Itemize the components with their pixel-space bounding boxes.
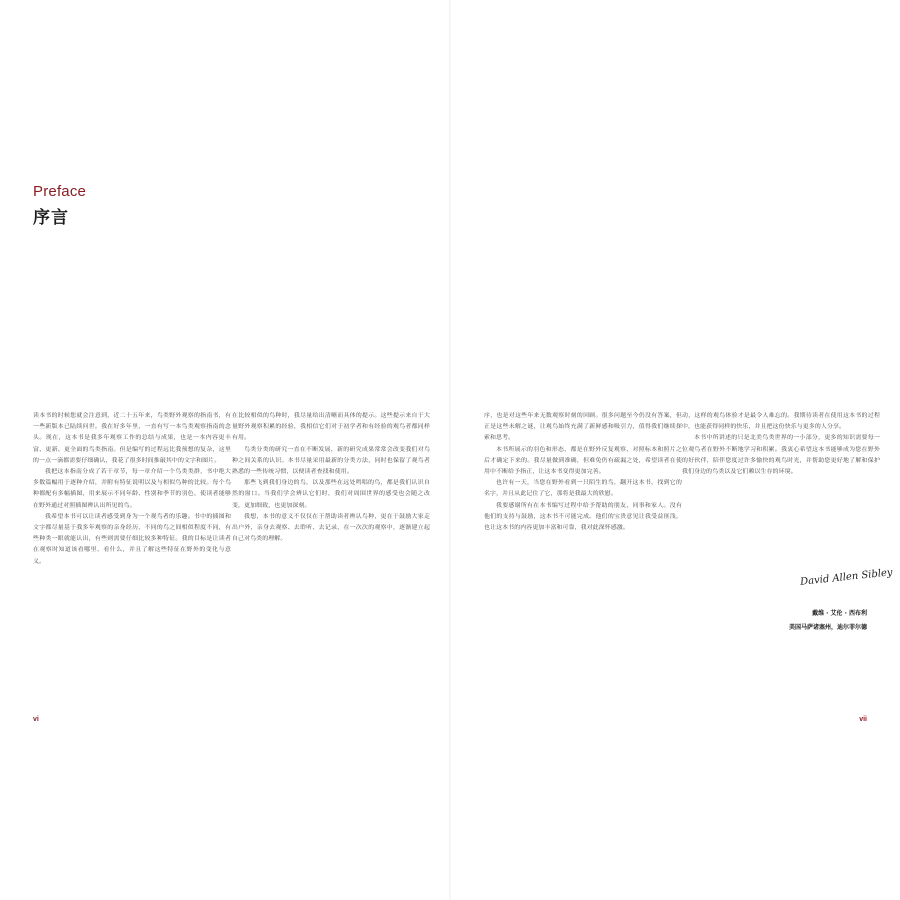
paragraph: 我希望本书可以让读者感受到身为一个观鸟者的乐趣。书中的插图和文字都尽量基于我多年观察的亲身经历，不同的鸟之间相似程度不同，有些种类一眼就能认出，有些则需要仔细比较多种特征。我的目标是让读者在观察时知道该看哪里、看什么，并且了解这些特征在野外的变化与意义。: [33, 513, 231, 565]
text-column-1: [33, 411, 231, 568]
page-number-left: vi: [33, 716, 39, 723]
paragraph: 我要感谢所有在本书编写过程中给予帮助的朋友、同事和家人。没有他们的支持与鼓励，这本书不可能完成。他们的宝贵意见让我受益匪浅，也让这本书的内容更加丰富和可靠，我对此深怀感激。: [484, 502, 682, 532]
signer-location: 美国马萨诸塞州，迪尔菲尔德: [788, 624, 867, 631]
preface-title-zh: 序言: [33, 208, 69, 228]
text-column-3: [484, 411, 682, 534]
paragraph: 本书中所讲述的只是北美鸟类世界的一小部分，更多的知识需要每一位观鸟者在野外不断地学习和积累。我衷心希望这本书能够成为您在野外的好伙伴，陪伴您度过许多愉快的观鸟时光，并帮助您更好地了解和保护我们身边的鸟类以及它们赖以生存的环境。: [682, 435, 880, 476]
paragraph: 我想，本书的意义不仅仅在于帮助读者辨认鸟种，更在于鼓励大家走出户外，亲身去观察、去聆听、去记录，在一次次的观察中，逐渐建立起自己对鸟类的理解。: [232, 513, 430, 543]
text-column-2: [232, 411, 430, 545]
page-number-right: vii: [859, 716, 867, 723]
paragraph: 鸟类分类的研究一直在不断发展，新的研究成果常常会改变我们对鸟种之间关系的认识。本书尽量采用最新的分类方法，同时也保留了观鸟者熟悉的一些传统习惯，以便读者查找和使用。: [232, 446, 430, 476]
paragraph: 读本书的时候您就会注意到，近二十五年来，鸟类野外观察的指南书，有一些新版本已陆续问世。我在好多年里，一直有写一本鸟类观察指南的念头。现在，这本书是我多年观察工作的总结与成果，也是一本内容更丰富、更新、更全面的鸟类指南。但是编写的过程远比我预想的复杂，这里的一点一滴都需要仔细确认，我花了很多时间推敲其中的文字和图片。: [33, 413, 231, 464]
paragraph: 本书所展示的羽色和形态，都是在野外反复观察、对照标本和照片之后才确定下来的。我尽量做到准确，但难免仍有疏漏之处，希望读者在使用中不断给予指正，让这本书变得更加完善。: [484, 446, 682, 476]
paragraph: 也许有一天，当您在野外看到一只陌生的鸟，翻开这本书，找到它的名字，并且从此记住了它，那将是我最大的欣慰。: [484, 480, 682, 498]
paragraph: 序，也是对这些年来无数观察时刻的回顾。很多问题至今仍没有答案，但正是这些未解之谜，让观鸟始终充满了新鲜感和吸引力，值得我们继续探索和思考。: [484, 413, 682, 442]
author-signature: David Allen Sibley: [799, 567, 894, 588]
signer-name: 戴维 · 艾伦 · 西布利: [812, 610, 867, 617]
text-column-4: [682, 411, 880, 478]
paragraph: 我把这本指南分成了若干章节，每一章介绍一个鸟类类群，书中绝大多数篇幅用于逐种介绍，并附有特征说明以及与相似鸟种的比较。每个鸟种都配有多幅插图，用来展示不同年龄、性别和季节的羽色，使读者能够在野外通过对照插图辨认出所见的鸟。: [33, 469, 231, 509]
paragraph: 在比较相似的鸟种时，我尽量给出清晰而具体的提示。这些提示来自于大量野外观察积累的经验，我相信它们对于初学者和有经验的观鸟者都同样有用。: [232, 413, 430, 442]
preface-title-en: Preface: [33, 183, 87, 200]
paragraph: 那些飞到我们身边的鸟，以及那些在远处鸣唱的鸟，都是我们认识自然的窗口。当我们学会辨认它们时，我们对周围世界的感受也会随之改变，更加细致，也更加深刻。: [232, 480, 430, 509]
paragraph: 动，这样的观鸟体验才是最令人难忘的。我期待读者在使用这本书的过程中，也能获得同样的快乐，并且把这份快乐与更多的人分享。: [682, 413, 880, 431]
page-gutter: [449, 0, 451, 900]
